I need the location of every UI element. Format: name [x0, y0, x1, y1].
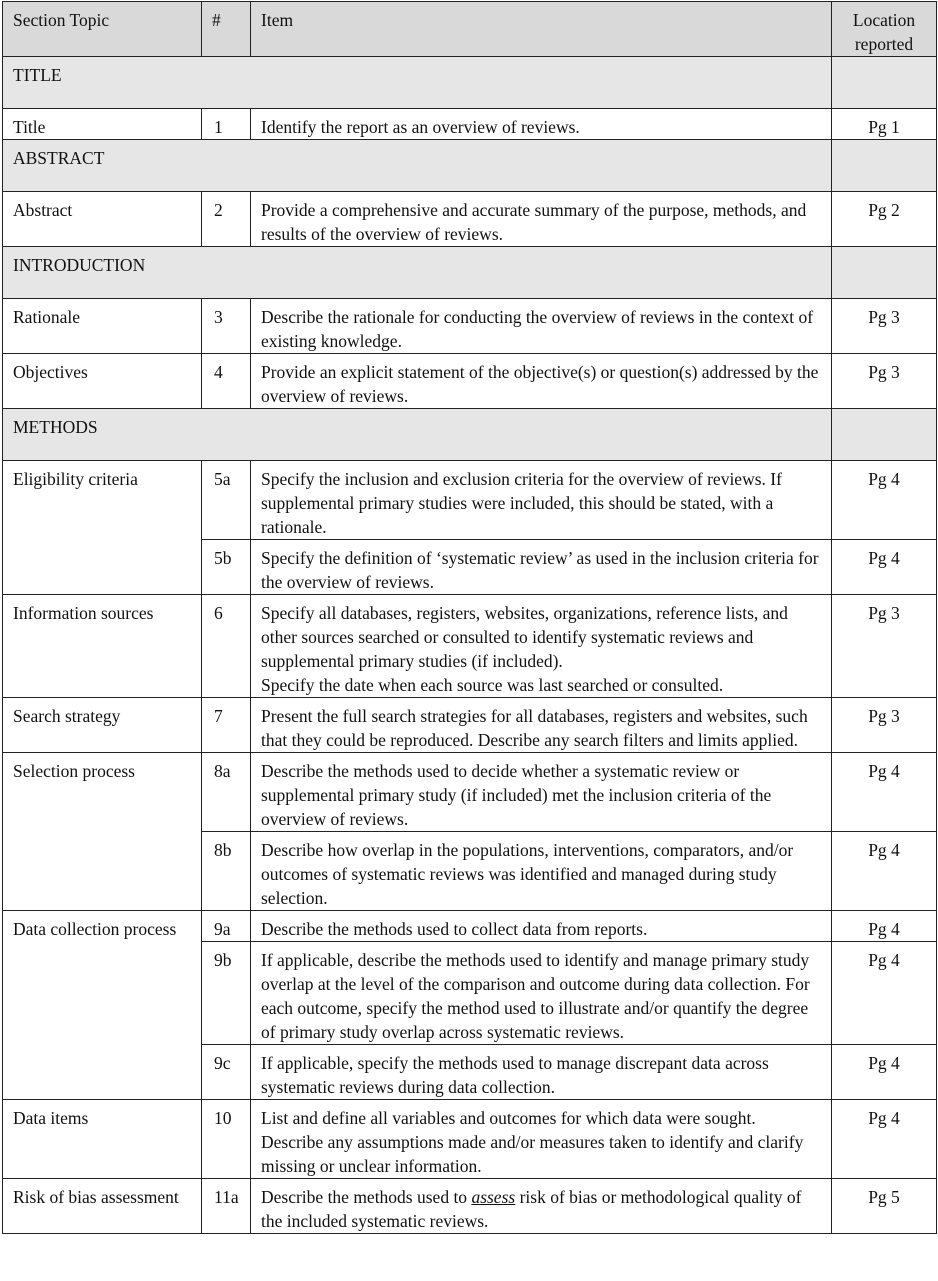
location-cell: Pg 3: [832, 595, 937, 698]
item-description-cell: Provide an explicit statement of the objective(s) or question(s) addressed by the overview of reviews.: [251, 354, 832, 409]
section-location-empty: [832, 57, 937, 109]
item-number-cell: 2: [202, 192, 251, 247]
item-number-cell: 8b: [202, 832, 251, 911]
section-location-empty: [832, 247, 937, 299]
section-topic-cell: Risk of bias assessment: [3, 1179, 202, 1234]
location-cell: Pg 4: [832, 1045, 937, 1100]
section-title: METHODS: [3, 409, 832, 461]
section-topic-cell: Title: [3, 109, 202, 140]
header-section-topic: Section Topic: [3, 2, 202, 57]
location-cell: Pg 1: [832, 109, 937, 140]
section-row-title: [3, 57, 937, 109]
section-title: ABSTRACT: [3, 140, 832, 192]
item-description-cell: Identify the report as an overview of reviews.: [251, 109, 832, 140]
item-description-cell: Describe the methods used to collect data from reports.: [251, 911, 832, 942]
location-cell: Pg 4: [832, 832, 937, 911]
item-description-cell: Describe the rationale for conducting the overview of reviews in the context of existing knowledge.: [251, 299, 832, 354]
item-description-cell: If applicable, describe the methods used to identify and manage primary study overlap at the level of the comparison and outcome during data collection. For each outcome, specify the method used to illustrate and/or quantify the degree of primary study overlap across systematic reviews.: [251, 942, 832, 1045]
item-number-cell: 10: [202, 1100, 251, 1179]
table-row: [3, 698, 937, 753]
item-number-cell: 4: [202, 354, 251, 409]
item-number-cell: 5b: [202, 540, 251, 595]
table-row: [3, 753, 937, 832]
item-description-text: Specify all databases, registers, websites, organizations, reference lists, and other sources searched or consulted to identify systematic reviews and supplemental primary studies (if included).: [261, 603, 788, 671]
item-number-cell: 11a: [202, 1179, 251, 1234]
location-cell: Pg 3: [832, 299, 937, 354]
location-cell: Pg 5: [832, 1179, 937, 1234]
table-row: [3, 461, 937, 540]
item-number-cell: 9a: [202, 911, 251, 942]
item-description-emphasis: assess: [471, 1187, 516, 1207]
section-location-empty: [832, 409, 937, 461]
table-row: [3, 1179, 937, 1234]
item-description-text-pre: Describe the methods used to: [261, 1187, 472, 1207]
section-topic-cell: Eligibility criteria: [3, 461, 202, 595]
header-item: Item: [251, 2, 832, 57]
checklist-table: [2, 1, 937, 1234]
location-cell: Pg 4: [832, 911, 937, 942]
item-number-cell: 8a: [202, 753, 251, 832]
table-row: [3, 192, 937, 247]
table-row: [3, 1100, 937, 1179]
table-row: [3, 299, 937, 354]
item-description-cell: Describe how overlap in the populations, interventions, comparators, and/or outcomes of systematic reviews was identified and managed during study selection.: [251, 832, 832, 911]
section-row-introduction: [3, 247, 937, 299]
item-number-cell: 3: [202, 299, 251, 354]
item-description-cell: [251, 1179, 832, 1234]
item-description-cell: [251, 595, 832, 698]
table-row: [3, 911, 937, 942]
section-topic-cell: Abstract: [3, 192, 202, 247]
location-cell: Pg 3: [832, 354, 937, 409]
location-cell: Pg 4: [832, 461, 937, 540]
table-row: [3, 109, 937, 140]
header-row: [3, 2, 937, 57]
table-row: [3, 595, 937, 698]
item-number-cell: 9b: [202, 942, 251, 1045]
section-topic-cell: Data items: [3, 1100, 202, 1179]
item-number-cell: 5a: [202, 461, 251, 540]
location-cell: Pg 4: [832, 942, 937, 1045]
section-row-methods: [3, 409, 937, 461]
section-topic-cell: Search strategy: [3, 698, 202, 753]
item-number-cell: 9c: [202, 1045, 251, 1100]
item-description-extra-text: Specify the date when each source was last searched or consulted.: [261, 675, 724, 695]
section-topic-cell: Data collection process: [3, 911, 202, 1100]
item-number-cell: 6: [202, 595, 251, 698]
item-description-cell: Provide a comprehensive and accurate summary of the purpose, methods, and results of the overview of reviews.: [251, 192, 832, 247]
location-cell: Pg 3: [832, 698, 937, 753]
section-title: INTRODUCTION: [3, 247, 832, 299]
section-topic-cell: Selection process: [3, 753, 202, 911]
item-description-text-post: risk of bias or methodological quality of the included systematic reviews.: [261, 1187, 802, 1231]
section-row-abstract: [3, 140, 937, 192]
item-description-cell: Specify the definition of ‘systematic review’ as used in the inclusion criteria for the overview of reviews.: [251, 540, 832, 595]
section-topic-cell: Objectives: [3, 354, 202, 409]
item-number-cell: 1: [202, 109, 251, 140]
section-title: TITLE: [3, 57, 832, 109]
item-description-cell: Present the full search strategies for all databases, registers and websites, such that they could be reproduced. Describe any search filters and limits applied.: [251, 698, 832, 753]
header-number: #: [202, 2, 251, 57]
location-cell: Pg 2: [832, 192, 937, 247]
section-location-empty: [832, 140, 937, 192]
location-cell: Pg 4: [832, 540, 937, 595]
item-description-cell: If applicable, specify the methods used to manage discrepant data across systematic reviews during data collection.: [251, 1045, 832, 1100]
item-description-cell: List and define all variables and outcomes for which data were sought. Describe any assumptions made and/or measures taken to identify and clarify missing or unclear information.: [251, 1100, 832, 1179]
location-cell: Pg 4: [832, 753, 937, 832]
section-topic-cell: Rationale: [3, 299, 202, 354]
item-description-cell: Specify the inclusion and exclusion criteria for the overview of reviews. If supplemental primary studies were included, this should be stated, with a rationale.: [251, 461, 832, 540]
section-topic-cell: Information sources: [3, 595, 202, 698]
item-number-cell: 7: [202, 698, 251, 753]
header-location-reported: Location reported: [832, 2, 937, 57]
location-cell: Pg 4: [832, 1100, 937, 1179]
item-description-cell: Describe the methods used to decide whether a systematic review or supplemental primary study (if included) met the inclusion criteria of the overview of reviews.: [251, 753, 832, 832]
table-row: [3, 354, 937, 409]
